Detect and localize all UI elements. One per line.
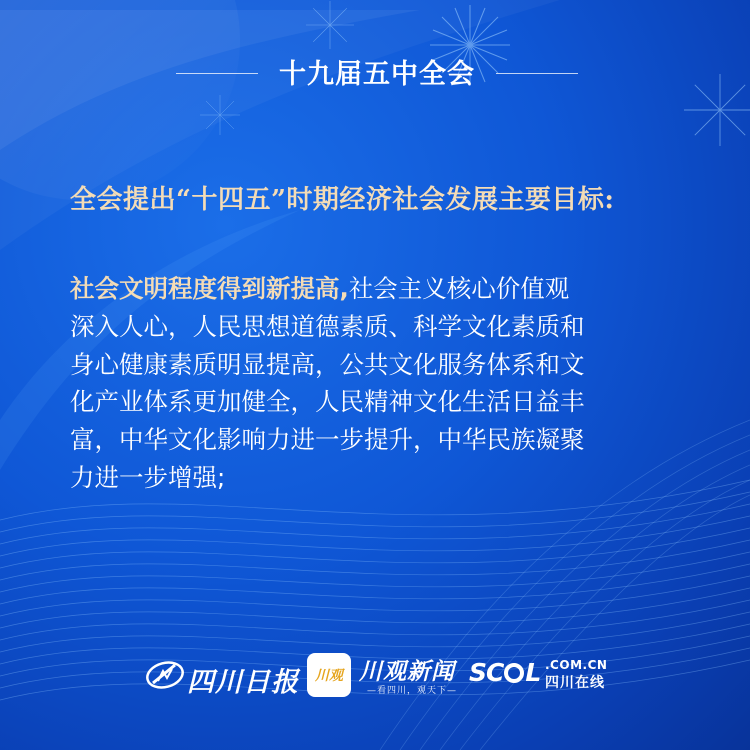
chuanguan-app-icon: 川观 bbox=[307, 653, 351, 697]
sichuan-daily-wordmark: 四川日报 bbox=[187, 667, 299, 698]
scol-logo bbox=[469, 658, 619, 694]
scol-name: 四川在线 bbox=[545, 675, 605, 691]
body-line: 化产业体系更加健全，人民精神文化生活日益丰 bbox=[70, 387, 585, 417]
sichuan-daily-emblem-icon bbox=[145, 661, 185, 689]
scol-prefix: SC bbox=[469, 658, 504, 687]
body-paragraph bbox=[70, 270, 690, 497]
footer-logos bbox=[0, 640, 750, 710]
scol-wordmark bbox=[469, 658, 540, 687]
scol-suffix: L bbox=[525, 658, 541, 687]
body-highlight: 社会文明程度得到新提高, bbox=[70, 274, 349, 303]
body-line-1-rest: 社会主义核心价值观 bbox=[348, 274, 570, 303]
chuanguan-news-logo bbox=[307, 653, 458, 701]
body-line-1 bbox=[70, 270, 690, 308]
scol-o-icon bbox=[504, 663, 524, 683]
subtitle: 全会提出“十四五”时期经济社会发展主要目标: bbox=[70, 185, 615, 215]
body-line: 富，中华文化影响力进一步提升，中华民族凝聚 bbox=[70, 425, 585, 455]
header-divider-right bbox=[496, 73, 578, 74]
header bbox=[0, 52, 750, 92]
scol-domain: .COM.CN bbox=[545, 658, 608, 672]
body-line: 身心健康素质明显提高，公共文化服务体系和文 bbox=[70, 349, 585, 379]
header-title: 十九届五中全会 bbox=[279, 59, 475, 90]
sichuan-daily-logo bbox=[145, 657, 299, 698]
body-line: 力进一步增强; bbox=[70, 462, 226, 492]
chuanguan-wordmark: 川观新闻 bbox=[359, 658, 455, 685]
header-divider-left bbox=[176, 73, 258, 74]
body-line: 深入人心，人民思想道德素质、科学文化素质和 bbox=[70, 311, 585, 341]
chuanguan-slogan: —看四川，观天下— bbox=[367, 686, 458, 696]
